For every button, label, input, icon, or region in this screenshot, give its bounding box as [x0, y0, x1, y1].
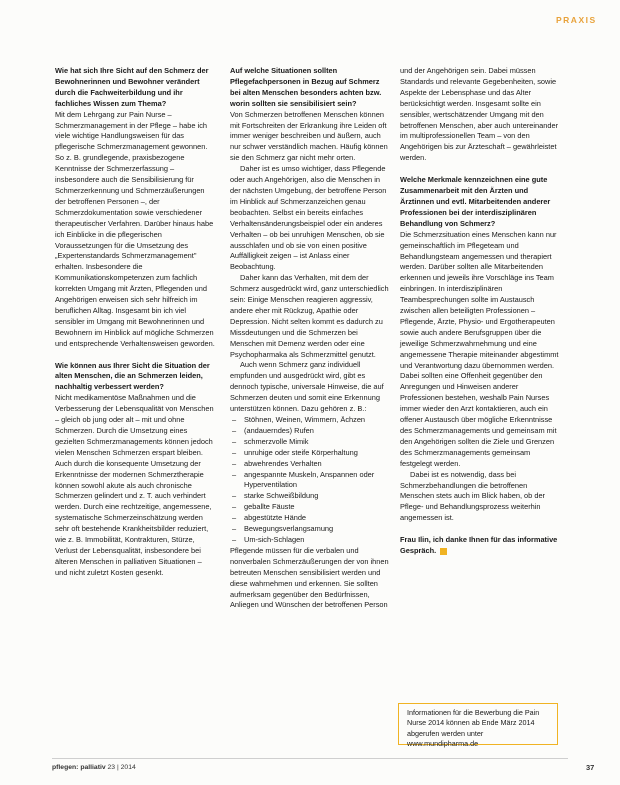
- list-item: – angespannte Muskeln, Anspannen oder Hyperventilation: [230, 470, 390, 492]
- column-3: [400, 66, 560, 557]
- interview-answer: Nicht medikamentöse Maßnahmen und die Verbesserung der Lebensqualität von Menschen – gleich ob jung oder alt – mit und ohne Schmerzen. Durch die Umsetzung eines gezielten Schmerzmanagements können jedoch vielen Menschen Schmerzen erspart bleiben. Auch durch die konsequente Umsetzung der Erkenntnisse der modernen Schmerztherapie können sowohl akute als auch chronische Schmerzen gelindert und z. T. auch verhindert werden. Durch eine rechtzeitige, angemessene, systematische Schmerzeinschätzung werden sehr oft bestehende Krankheitsbilder reduziert, wie z. B. Immobilität, Kontrakturen, Stürze, Verlust der Lebensqualität, insbesondere bei älteren Menschen in palliativen Situationen – und nicht zuletzt Kosten gesenkt.: [55, 393, 214, 577]
- closing-remark: [400, 535, 560, 557]
- end-square-icon: [440, 548, 447, 555]
- interview-answer: und der Angehörigen sein. Dabei müssen Standards und relevante Gegebenheiten, sowie Aspekte der Lebensphase und das Alter berücksichtigt werden. Insgesamt sollte ein sensibler, wertschätzender Umgang mit den betroffenen Menschen, aber auch untereinander im multiprofessionellen Team – von den Angehörigen bis zur Ärzteschaft – gewährleistet werden.: [400, 66, 559, 163]
- list-item: – schmerzvolle Mimik: [230, 437, 390, 448]
- list-item: – Stöhnen, Weinen, Wimmern, Ächzen: [230, 415, 390, 426]
- column-2: [230, 66, 390, 611]
- list-item: – starke Schweißbildung: [230, 491, 390, 502]
- list-item: – Bewegungsverlangsamung: [230, 524, 390, 535]
- list-item: – abgestützte Hände: [230, 513, 390, 524]
- section-tag: PRAXIS: [556, 15, 597, 25]
- interview-answer: Von Schmerzen betroffenen Menschen können mit Fortschreiten der Erkrankung ihre Leiden oft immer weniger beschreiben und äußern, auch nur schwer verständlich machen. Häufig können sie den Schmerz gar nicht mehr orten.: [230, 109, 388, 163]
- list-item: – (andauerndes) Rufen: [230, 426, 390, 437]
- footer-divider: [52, 758, 568, 759]
- interview-question: Welche Merkmale kennzeichnen eine gute Zusammenarbeit mit den Ärzten und Ärztinnen und evtl. Mitarbeitenden anderer Professionen bei der interdisziplinären Behandlung von Schmerz?: [400, 175, 551, 228]
- symptom-list: [230, 415, 390, 546]
- interview-answer: Dabei ist es notwendig, dass bei Schmerzbehandlungen die betroffenen Menschen stets auch im Blick haben, ob der Pflege- und Behandlungsprozess weiterhin angemessen ist.: [400, 469, 546, 523]
- interview-answer: Pflegende müssen für die verbalen und nonverbalen Schmerzäußerungen der von ihnen betreuten Menschen sensibilisiert werden und diese wahrnehmen und erkennen. Sie sollten aufmerksam gegenüber den Bedürfnissen, Anliegen und Wünschen der betroffenen Person: [230, 545, 389, 610]
- journal-name: pflegen: palliativ: [52, 764, 106, 771]
- info-box: [398, 703, 558, 749]
- footer-journal: [52, 764, 136, 771]
- interview-answer: Die Schmerzsituation eines Menschen kann nur gemeinschaftlich im Pflegeteam und Behandlungsteam angemessen und therapiert werden. Darüber sollten alle Mitarbeitenden erkennen und jeweils ihre Vorschläge ins Team einbringen. In interdisziplinären Teambesprechungen sollte im Austausch zwischen allen beteiligten Professionen – Pflegende, Ärzte, Physio- und Ergotherapeuten sowie auch andere Berufsgruppen über die jeweilige Schmerzwahrnehmung und eine angemessene Therapie miteinander abgestimmt und Verantwortung dazu übernommen werden. Dabei sollten eine Offenheit gegenüber den Anregungen und Hinweisen anderer Professionen bestehen, weshalb Pain Nurses immer wieder den Arzt kontaktieren, auch ein offener Austausch über mögliche Erkenntnisse des Schmerzmanagements und gemeinsam mit den Angehörigen sollten die Ziele und Grenzen des Schmerzmanagements gemeinsam festgelegt werden.: [400, 229, 559, 468]
- interview-answer: Daher kann das Verhalten, mit dem der Schmerz ausgedrückt wird, ganz unterschiedlich sein: Einige Menschen reagieren aggressiv, andere eher mit Rückzug, Apathie oder Depression. Nicht selten kommt es dadurch zu Missdeutungen und die Schmerzen bei Menschen mit Demenz werden oder eine Psychopharmaka als Schmerzmittel genutzt.: [230, 273, 389, 359]
- closing-text: Frau Ilin, ich danke Ihnen für das informative Gespräch.: [400, 535, 558, 556]
- info-box-text: Informationen für die Bewerbung die Pain Nurse 2014 können ab Ende März 2014 abgerufen werden unter www.mundipharma.de: [407, 708, 540, 749]
- interview-question: Wie können aus Ihrer Sicht die Situation der alten Menschen, die an Schmerzen leiden, nachhaltig verbessert werden?: [55, 360, 210, 392]
- list-item: – geballte Fäuste: [230, 502, 390, 513]
- interview-question: Wie hat sich Ihre Sicht auf den Schmerz der Bewohnerinnen und Bewohner verändert durch die Fachweiterbildung und ihr fachliches Wissen zum Thema?: [55, 66, 209, 108]
- list-item: – unruhige oder steife Körperhaltung: [230, 448, 390, 459]
- list-item: – abwehrendes Verhalten: [230, 459, 390, 470]
- interview-answer: Daher ist es umso wichtiger, dass Pflegende oder auch Angehörigen, also die Menschen in der nächsten Umgebung, der betroffene Person im Hinblick auf Schmerzanzeichen genau beobachten. Selbst ein bereits einfaches Verhaltensänderungsbeispiel oder ein anderes Verhalten – ob bei unruhigen Menschen, ob sie ausschlafen und ob sie von einen positive Auffälligkeit zeigen – ist Anlass einer Beobachtung.: [230, 164, 387, 272]
- interview-answer: Auch wenn Schmerz ganz individuell empfunden und ausgedrückt wird, gibt es dennoch typische, universale Hinweise, die auf Schmerzen deuten und somit eine Erkennung unterstützen können. Dazu gehören z. B.:: [230, 360, 384, 414]
- column-1: [55, 66, 215, 579]
- page-number: 37: [586, 763, 595, 772]
- list-item: – Um-sich-Schlagen: [230, 535, 390, 546]
- journal-issue: 23 | 2014: [107, 764, 136, 771]
- interview-answer: Mit dem Lehrgang zur Pain Nurse – Schmerzmanagement in der Pflege – habe ich viele wichtige Handlungsweisen für das pflegerische Schmerzmanagement gewonnen. So z. B. grundlegende, praxisbezogene Kenntnisse der Schmerzerfassung – insbesondere auch die Sensibilisierung für Schmerzerkennung und Schmerzäußerungen der betroffenen Personen –, der Schmerzdokumentation sowie verschiedener therapeutischer Verfahren. Darüber hinaus habe ich Einblicke in die pflegerischen Voraussetzungen für die Umsetzung des „Expertenstandards Schmerzmanagement" erhalten. Insbesondere die Kommunikationskompetenzen zum fachlich korrekten Umgang mit Ärzten, Pflegenden und Angehörigen erweisen sich sehr hilfreich im beruflichen Alltag. Insgesamt bin ich viel sensibler im Umgang mit Bewohnerinnen und Bewohnern im Hinblick auf mögliche Schmerzen und entsprechende Verhaltensweisen geworden.: [55, 109, 215, 348]
- interview-question: Auf welche Situationen sollten Pflegefachpersonen in Bezug auf Schmerz bei alten Menschen besonders achten bzw. worin sollten sie sensibilisiert sein?: [230, 66, 382, 108]
